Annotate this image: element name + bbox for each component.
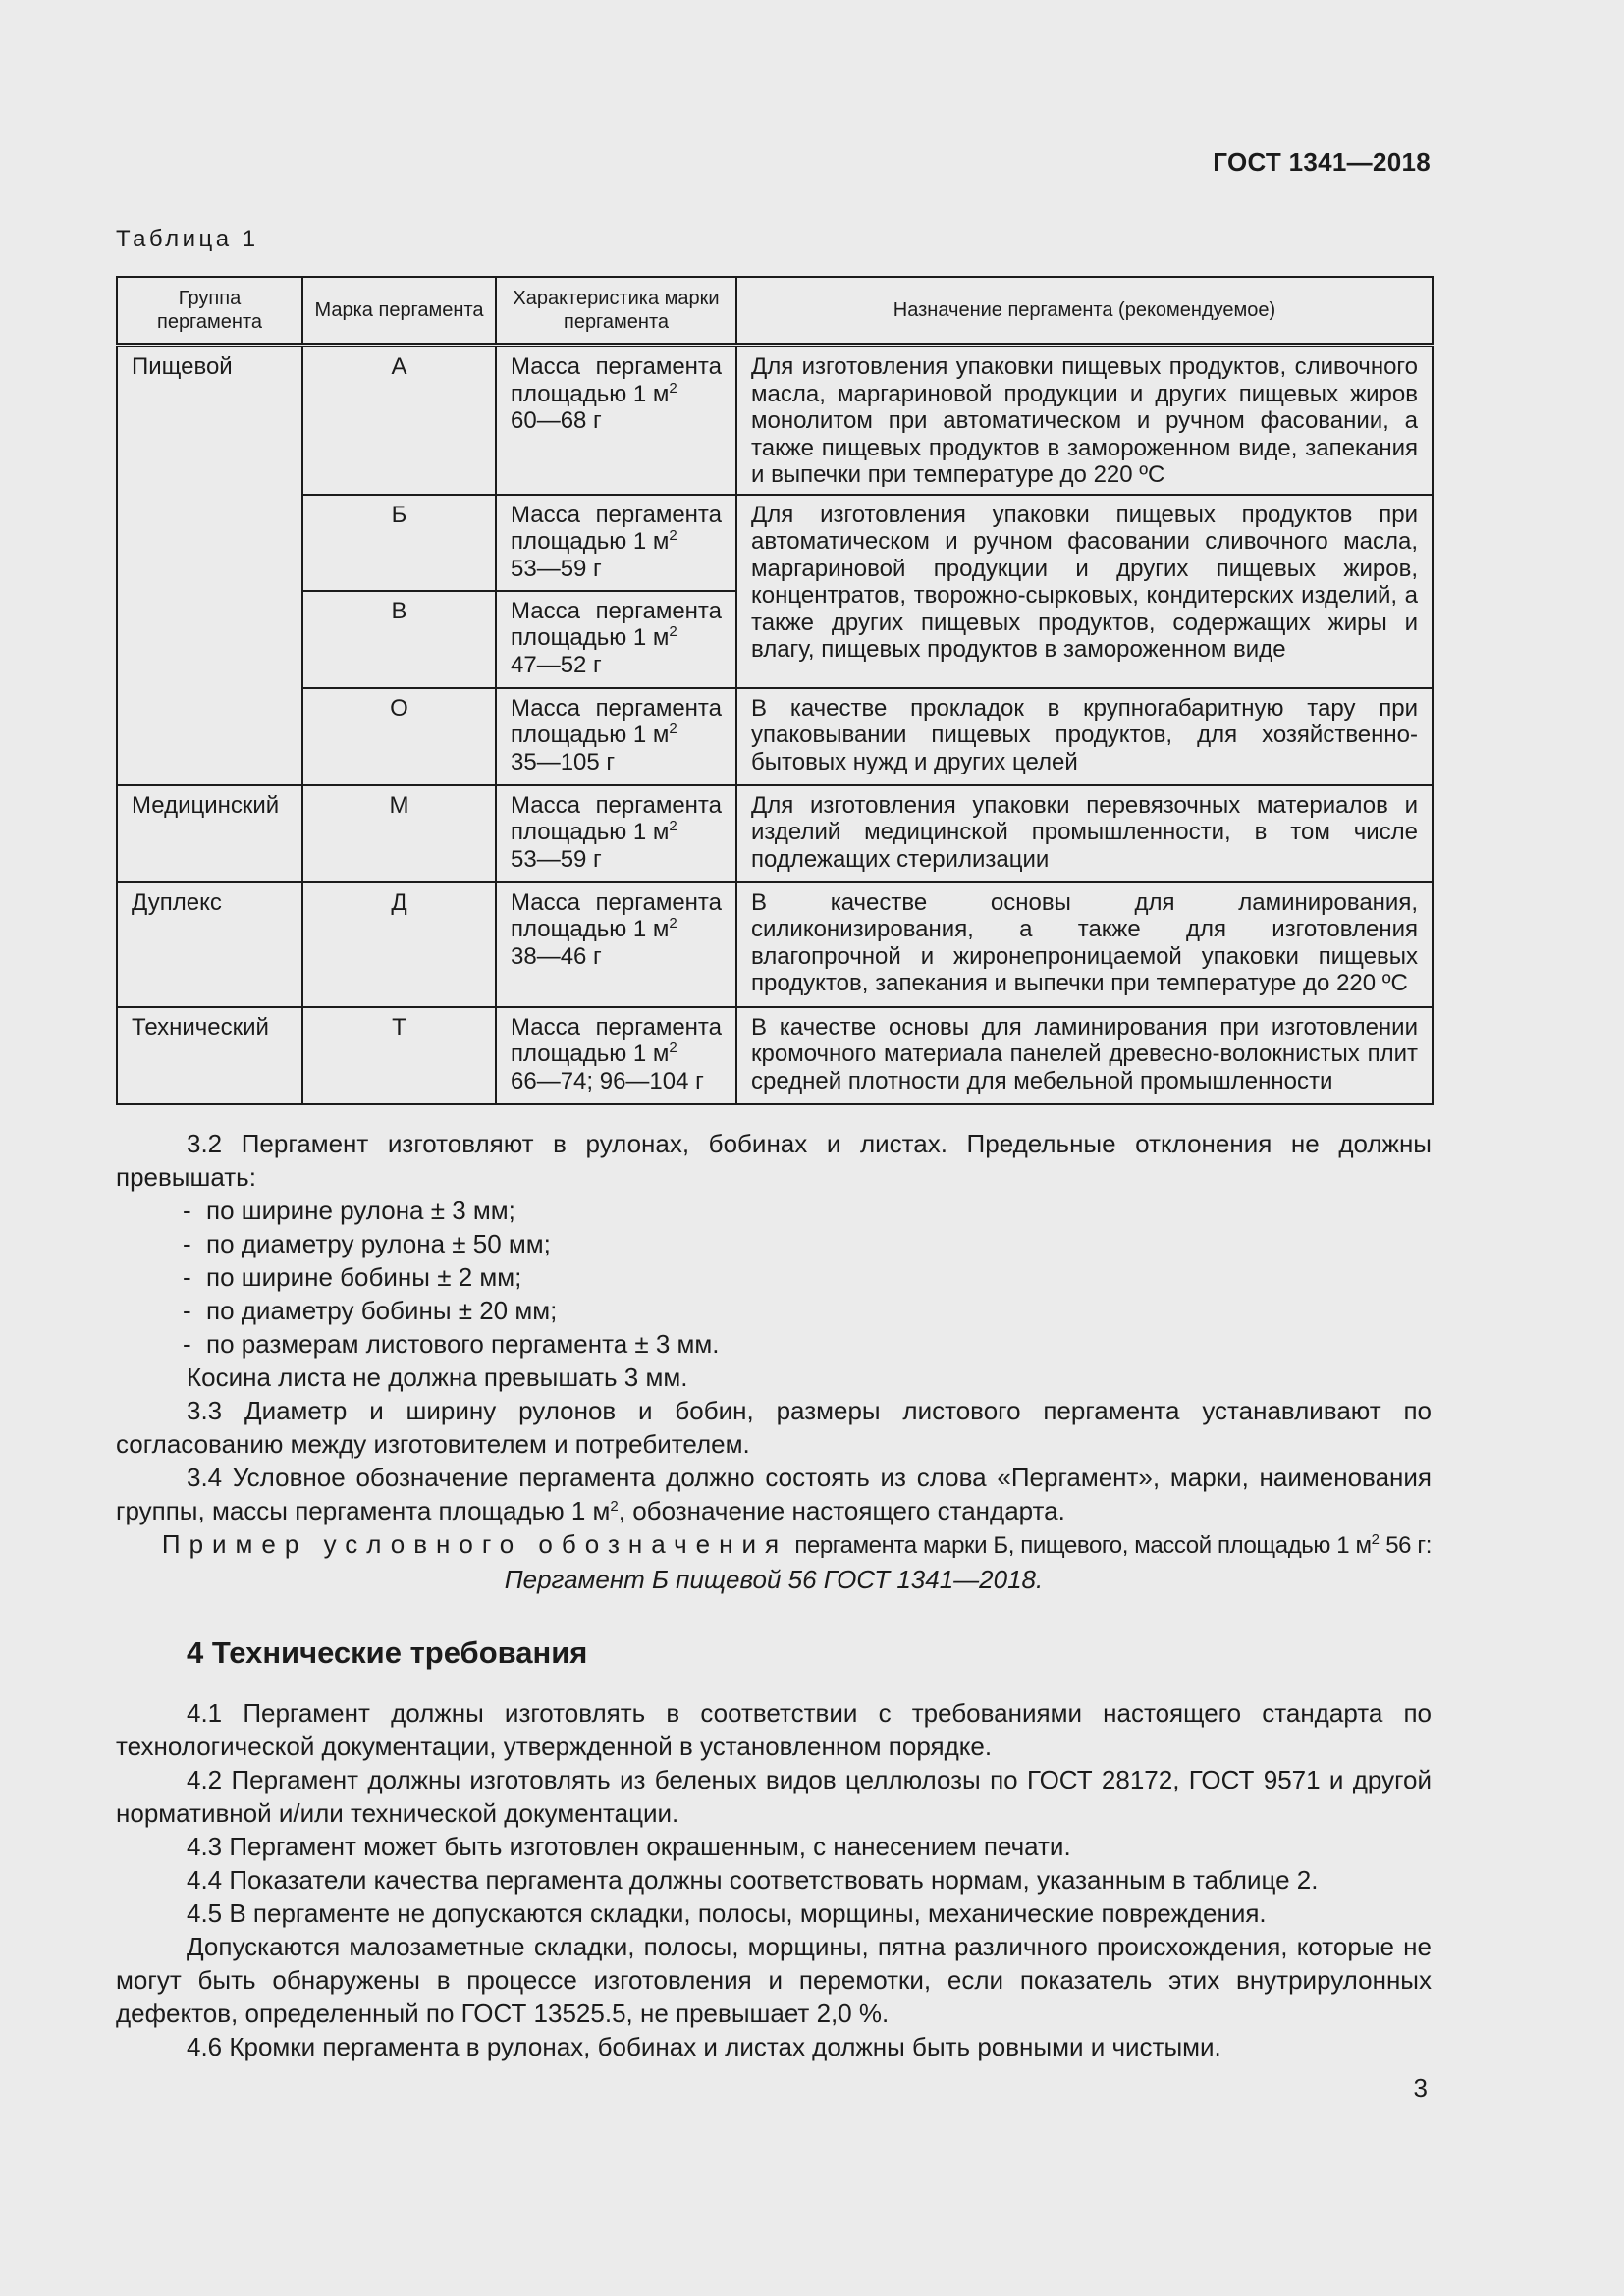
example-text: пергамента марки Б, пищевого, массой площадью 1 м (794, 1532, 1372, 1559)
mass-prefix: Масса пергамента площадью 1 м (511, 888, 722, 942)
document-body (116, 1127, 1432, 2063)
list-dash: - (183, 1262, 191, 1292)
characteristic-cell (496, 346, 736, 495)
group-cell-technical: Технический (117, 1007, 302, 1104)
table-caption: Таблица 1 (116, 226, 259, 252)
paragraph-3-4 (116, 1461, 1432, 1527)
group-cell-duplex: Дуплекс (117, 882, 302, 1007)
purpose-cell: В качестве основы для ламинирования при изготовлении кромочного материала панелей древесно-волокнистых плит средней плотности для мебельной промышленности (736, 1007, 1433, 1104)
group-cell-medical: Медицинский (117, 785, 302, 882)
list-item (116, 1227, 1432, 1260)
table-row (117, 346, 1433, 495)
grade-cell: В (302, 591, 496, 688)
column-header-grade: Марка пергамента (302, 277, 496, 346)
column-header-purpose: Назначение пергамента (рекомендуемое) (736, 277, 1433, 346)
mass-prefix: Масса пергамента площадью 1 м (511, 501, 722, 555)
paragraph-4-5-defects: Допускаются малозаметные складки, полосы, морщины, пятна различного происхождения, которые не могут быть обнаружены в процессе изготовления и перемотки, если показатель этих внутрирулонных дефектов, определенный по ГОСТ 13525.5, не превышает 2,0 %. (116, 1932, 1432, 2028)
characteristic-cell (496, 785, 736, 882)
grade-cell: Д (302, 882, 496, 1007)
mass-range: 60—68 г (511, 407, 602, 434)
table-row (117, 688, 1433, 785)
sheet-skew-note: Косина листа не должна превышать 3 мм. (187, 1362, 688, 1392)
purpose-cell: В качестве прокладок в крупногабаритную тару при упаковывании пищевых продуктов, для хозяйственно-бытовых нужд и других целей (736, 688, 1433, 785)
superscript: 2 (669, 1040, 677, 1056)
paragraph-3-4-tail: , обозначение настоящего стандарта. (618, 1496, 1065, 1525)
column-header-group: Группа пергамента (117, 277, 302, 346)
list-item (116, 1327, 1432, 1361)
column-header-characteristic: Характеристика марки пергамента (496, 277, 736, 346)
paragraph-4-6: 4.6 Кромки пергамента в рулонах, бобинах и листах должны быть ровными и чистыми. (187, 2032, 1221, 2061)
list-item (116, 1294, 1432, 1327)
characteristic-cell (496, 591, 736, 688)
superscript: 2 (669, 818, 677, 834)
paragraph-4-1: 4.1 Пергамент должны изготовлять в соответствии с требованиями настоящего стандарта по технологической документации, утвержденной в установленном порядке. (116, 1698, 1432, 1761)
table-row (117, 882, 1433, 1007)
mass-prefix: Масса пергамента площадью 1 м (511, 1013, 722, 1067)
list-dash: - (183, 1229, 191, 1258)
document-header: ГОСТ 1341—2018 (1213, 147, 1431, 177)
group-cell-food: Пищевой (117, 346, 302, 785)
table-row (117, 1007, 1433, 1104)
designation-example (116, 1527, 1432, 1563)
superscript: 2 (1371, 1531, 1380, 1548)
superscript: 2 (669, 527, 677, 544)
purpose-cell: Для изготовления упаковки перевязочных материалов и изделий медицинской промышленности, в том числе подлежащих стерилизации (736, 785, 1433, 882)
list-item-text: по ширине рулона ± 3 мм; (206, 1196, 515, 1225)
list-dash: - (183, 1196, 191, 1225)
mass-range: 35—105 г (511, 748, 616, 775)
example-text-tail: 56 г: (1379, 1532, 1432, 1559)
mass-range: 66—74; 96—104 г (511, 1067, 704, 1095)
mass-prefix: Масса пергамента площадью 1 м (511, 353, 722, 407)
superscript: 2 (669, 915, 677, 932)
mass-range: 53—59 г (511, 555, 602, 582)
paragraph-4-2: 4.2 Пергамент должны изготовлять из беленых видов целлюлозы по ГОСТ 28172, ГОСТ 9571 и другой нормативной и/или технической документации. (116, 1765, 1432, 1828)
list-item (116, 1194, 1432, 1227)
grade-cell: О (302, 688, 496, 785)
section-4-title: 4 Технические требования (187, 1635, 588, 1670)
list-item-text: по диаметру рулона ± 50 мм; (206, 1229, 551, 1258)
purpose-cell: Для изготовления упаковки пищевых продуктов, сливочного масла, маргариновой продукции и других пищевых жиров монолитом при автоматическом и ручном фасовании, а также пищевых продуктов в замороженном виде, запекания и выпечки при температуре до 220 ºС (736, 346, 1433, 495)
superscript: 2 (610, 1498, 619, 1515)
paragraph-3-3: 3.3 Диаметр и ширину рулонов и бобин, размеры листового пергамента устанавливают по согласованию между изготовителем и потребителем. (116, 1396, 1432, 1459)
characteristic-cell (496, 495, 736, 591)
characteristic-cell (496, 882, 736, 1007)
table-row (117, 785, 1433, 882)
grade-cell: М (302, 785, 496, 882)
mass-prefix: Масса пергамента площадью 1 м (511, 597, 722, 651)
paragraph-3-4-text: 3.4 Условное обозначение пергамента должно состоять из слова «Пергамент», марки, наименования группы, массы пергамента площадью 1 м (116, 1463, 1432, 1525)
paragraph-3-2: 3.2 Пергамент изготовляют в рулонах, бобинах и листах. Предельные отклонения не должны превышать: (116, 1129, 1432, 1192)
grade-cell: Б (302, 495, 496, 591)
mass-range: 53—59 г (511, 845, 602, 873)
characteristic-cell (496, 688, 736, 785)
paragraph-4-4: 4.4 Показатели качества пергамента должны соответствовать нормам, указанным в таблице 2. (187, 1865, 1319, 1895)
grade-cell: А (302, 346, 496, 495)
table-row (117, 495, 1433, 591)
mass-prefix: Масса пергамента площадью 1 м (511, 791, 722, 845)
mass-range: 47—52 г (511, 651, 602, 678)
superscript: 2 (669, 623, 677, 640)
purpose-cell: Для изготовления упаковки пищевых продуктов при автоматическом и ручном фасовании сливочного масла, маргариновой продукции и других пищевых жиров, концентратов, творожно-сырковых, кондитерских изделий, а также других пищевых продуктов, содержащих жиры и влагу, пищевых продуктов в замороженном виде (736, 495, 1433, 688)
grade-cell: Т (302, 1007, 496, 1104)
page-number: 3 (1413, 2073, 1428, 2103)
list-dash: - (183, 1329, 191, 1359)
characteristic-cell (496, 1007, 736, 1104)
table-header-row (117, 277, 1433, 346)
tolerance-list (116, 1194, 1432, 1361)
list-item (116, 1260, 1432, 1294)
example-designation: Пергамент Б пищевой 56 ГОСТ 1341—2018. (504, 1565, 1044, 1594)
paragraph-4-3: 4.3 Пергамент может быть изготовлен окрашенным, с нанесением печати. (187, 1832, 1071, 1861)
list-item-text: по диаметру бобины ± 20 мм; (206, 1296, 558, 1325)
list-dash: - (183, 1296, 191, 1325)
list-item-text: по размерам листового пергамента ± 3 мм. (206, 1329, 720, 1359)
mass-range: 38—46 г (511, 942, 602, 970)
example-label: Пример условного обозначения (161, 1529, 788, 1559)
list-item-text: по ширине бобины ± 2 мм; (206, 1262, 522, 1292)
superscript: 2 (669, 721, 677, 737)
parchment-grades-table (116, 276, 1434, 1105)
superscript: 2 (669, 379, 677, 397)
purpose-cell: В качестве основы для ламинирования, силиконизирования, а также для изготовления влагопрочной и жиронепроницаемой упаковки пищевых продуктов, запекания и выпечки при температуре до 220 ºС (736, 882, 1433, 1007)
mass-prefix: Масса пергамента площадью 1 м (511, 694, 722, 748)
paragraph-4-5: 4.5 В пергаменте не допускаются складки, полосы, морщины, механические повреждения. (187, 1898, 1267, 1928)
